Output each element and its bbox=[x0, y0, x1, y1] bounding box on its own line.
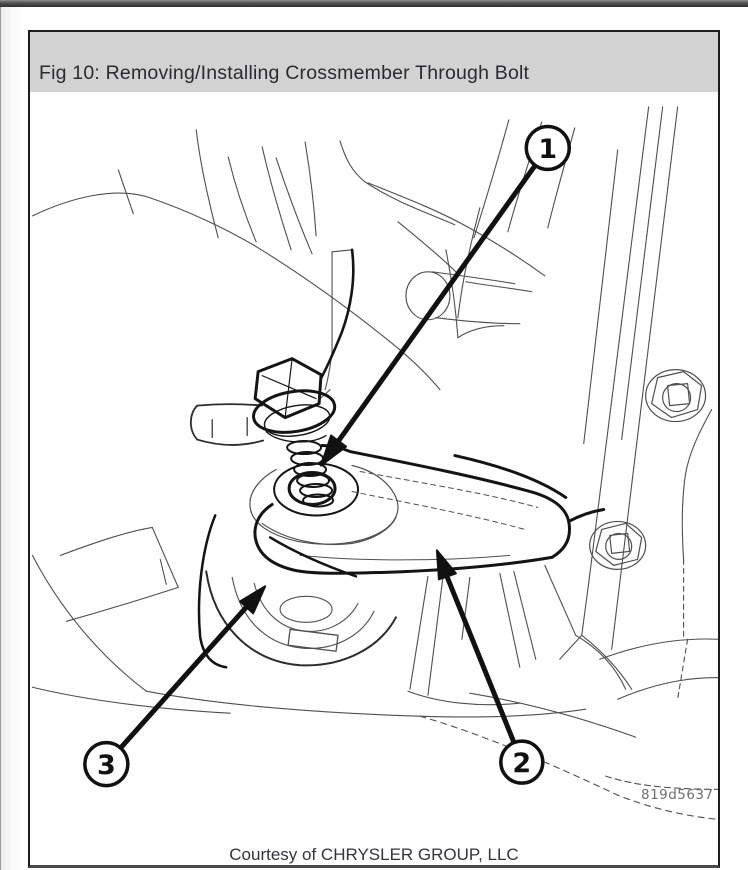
page-left-edge-shading bbox=[0, 7, 27, 870]
rail-bolt-lower bbox=[590, 521, 646, 569]
courtesy-line: Courtesy of CHRYSLER GROUP, LLC bbox=[229, 845, 519, 864]
figure-title-bar bbox=[30, 32, 718, 92]
callout-1 bbox=[321, 126, 569, 465]
callout-2 bbox=[437, 550, 543, 783]
technical-illustration bbox=[30, 92, 718, 865]
callout-2-number: 2 bbox=[512, 748, 532, 780]
callout-2-arrowhead bbox=[437, 550, 456, 579]
callout-1-arrowhead bbox=[321, 436, 346, 466]
callout-3-number: 3 bbox=[96, 750, 116, 782]
callout-1-arrow-shaft bbox=[338, 166, 535, 442]
callout-3-arrow-shaft bbox=[121, 607, 246, 747]
rail-bolt-upper bbox=[646, 370, 706, 422]
figure-drawing-area bbox=[30, 92, 718, 865]
engine-bracket-bold-edge bbox=[318, 250, 353, 384]
window-top-bar bbox=[0, 0, 748, 7]
figure-panel bbox=[28, 30, 720, 868]
bracket-finger bbox=[191, 404, 263, 445]
through-bolt bbox=[251, 359, 338, 507]
support-struts bbox=[408, 565, 626, 704]
callout-3 bbox=[85, 586, 265, 785]
figure-title: Fig 10: Removing/Installing Crossmember Through Bolt bbox=[39, 62, 530, 84]
drawing-code: 819d5637 bbox=[641, 787, 714, 804]
callout-1-number: 1 bbox=[538, 133, 558, 165]
